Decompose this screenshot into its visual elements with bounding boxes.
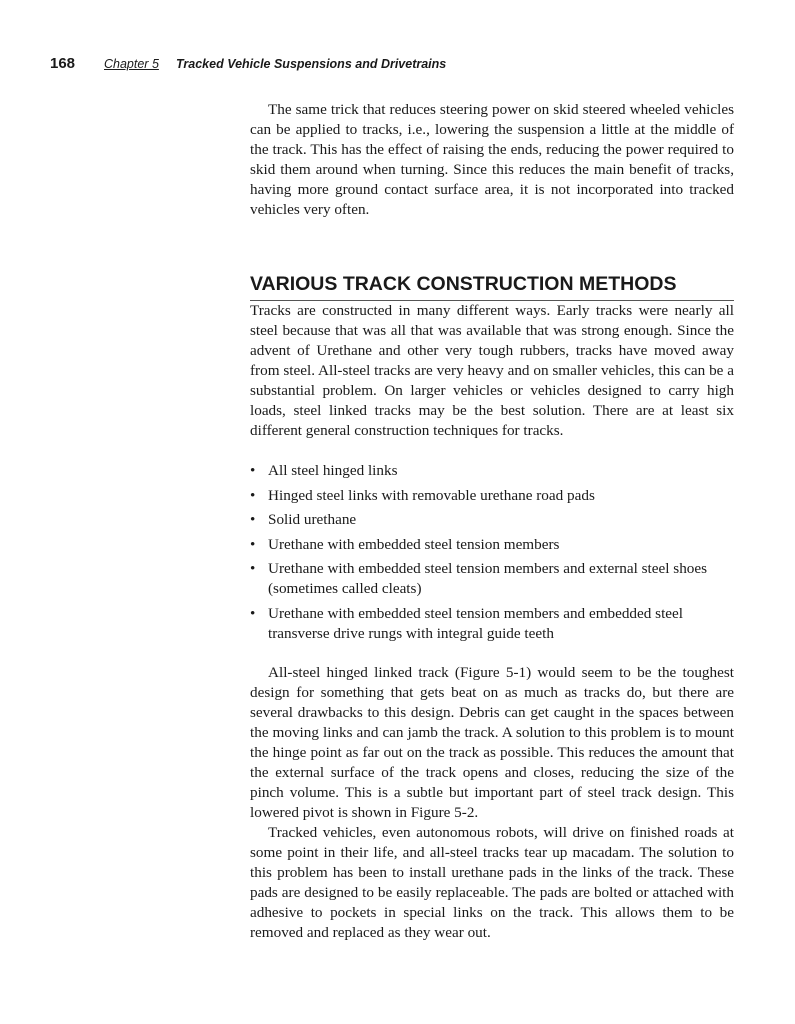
intro-paragraph: The same trick that reduces steering power on skid steered wheeled vehicles can be applied to tracks, i.e., lowering the suspension a little at the middle of the track. This has the effect of raising the ends, reducing the power required to skid them around when turning. Since this reduces the main benefit of tracks, having more ground contact surface area, it is not incorporated into tracked vehicles very often.: [250, 101, 734, 218]
bullet-icon: •: [250, 604, 256, 622]
page-content: [250, 100, 734, 943]
bullet-icon: •: [250, 511, 256, 529]
list-item-text: Urethane with embedded steel tension members and embedded steel transverse drive rungs with integral guide teeth: [268, 604, 683, 642]
list-item-text: Urethane with embedded steel tension members: [268, 535, 560, 553]
list-item: [250, 604, 734, 644]
construction-methods-list: [250, 461, 734, 644]
page-number: 168: [50, 55, 76, 72]
list-item: [250, 559, 734, 599]
list-item: [250, 535, 734, 555]
list-item: [250, 510, 734, 530]
list-item-text: Urethane with embedded steel tension members and external steel shoes (sometimes called cleats): [268, 560, 708, 598]
list-item: [250, 486, 734, 506]
list-item-text: Hinged steel links with removable urethane road pads: [268, 486, 595, 504]
section-paragraph-2: All-steel hinged linked track (Figure 5-1) would seem to be the toughest design for something that gets beat on as much as tracks do, but there are several drawbacks to this design. Debris can get caught in the spaces between the moving links and can jamb the track. A solution to this problem is to mount the hinge point as far out on the track as possible. This reduces the amount that the external surface of the track opens and closes, reducing the size of the pinch volume. This is a subtle but important part of steel track design. This lowered pivot is shown in Figure 5-2.: [250, 663, 734, 821]
chapter-label: Chapter 5: [104, 57, 159, 71]
list-item-text: All steel hinged links: [268, 462, 398, 479]
bullet-icon: •: [250, 535, 256, 553]
chapter-title: Tracked Vehicle Suspensions and Drivetrains: [176, 57, 447, 71]
section-paragraph-3: Tracked vehicles, even autonomous robots, will drive on finished roads at some point in their life, and all-steel tracks tear up macadam. The solution to this problem has been to install urethane pads in the links of the track. These pads are designed to be easily replaceable. The pads are bolted or attached with adhesive to pockets in special links on the track. This allows them to be removed and replaced as they wear out.: [250, 823, 734, 941]
section-paragraph-1: Tracks are constructed in many different ways. Early tracks were nearly all steel because that was all that was available that was strong enough. Since the advent of Urethane and other very tough rubbers, tracks have moved away from steel. All-steel tracks are very heavy and on smaller vehicles, this can be a substantial problem. On larger vehicles or vehicles designed to carry high loads, steel linked tracks may be the best solution. There are at least six different general construction techniques for tracks.: [250, 302, 734, 439]
list-item: [250, 461, 734, 481]
bullet-icon: •: [250, 560, 256, 578]
section-heading: VARIOUS TRACK CONSTRUCTION METHODS: [250, 272, 734, 301]
bullet-icon: •: [250, 462, 256, 479]
list-item-text: Solid urethane: [268, 511, 357, 529]
bullet-icon: •: [250, 486, 256, 504]
